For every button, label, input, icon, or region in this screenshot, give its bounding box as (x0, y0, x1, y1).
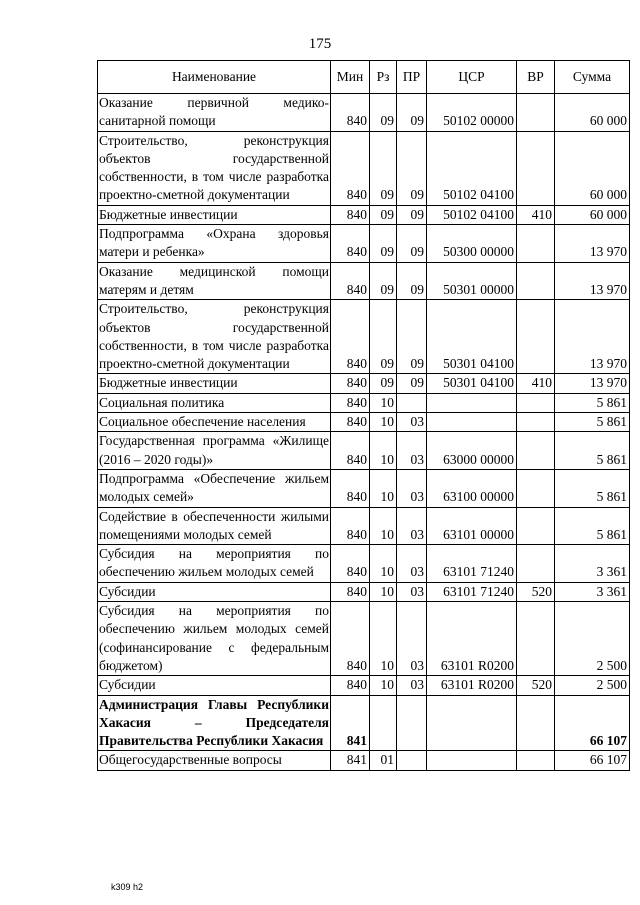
row-rz: 09 (370, 262, 397, 300)
row-pr: 09 (397, 205, 427, 224)
row-vr (517, 262, 555, 300)
table-row (98, 695, 630, 751)
row-csr (427, 695, 517, 751)
row-min: 840 (331, 393, 370, 412)
row-min: 840 (331, 131, 370, 205)
table-row (98, 582, 630, 601)
row-sum: 3 361 (555, 582, 630, 601)
row-csr: 50301 04100 (427, 300, 517, 374)
row-sum: 66 107 (555, 695, 630, 751)
row-sum: 60 000 (555, 94, 630, 132)
row-csr: 63101 R0200 (427, 676, 517, 695)
row-vr: 410 (517, 205, 555, 224)
row-csr: 63101 R0200 (427, 602, 517, 676)
row-csr: 50300 00000 (427, 225, 517, 263)
row-pr: 03 (397, 582, 427, 601)
row-rz: 10 (370, 469, 397, 507)
row-vr: 410 (517, 374, 555, 393)
row-pr: 03 (397, 545, 427, 583)
row-vr (517, 469, 555, 507)
row-vr (517, 413, 555, 432)
row-vr: 520 (517, 582, 555, 601)
row-vr (517, 695, 555, 751)
row-sum: 13 970 (555, 262, 630, 300)
row-min: 840 (331, 300, 370, 374)
table-row (98, 413, 630, 432)
row-name: Содействие в обеспеченности жилыми помещениями молодых семей (98, 507, 331, 545)
row-csr: 63101 71240 (427, 582, 517, 601)
row-sum: 5 861 (555, 393, 630, 412)
row-csr (427, 393, 517, 412)
row-rz: 09 (370, 374, 397, 393)
table-row (98, 393, 630, 412)
row-pr: 09 (397, 374, 427, 393)
row-pr: 03 (397, 469, 427, 507)
row-csr: 50301 04100 (427, 374, 517, 393)
row-pr: 09 (397, 94, 427, 132)
row-name: Субсидии (98, 676, 331, 695)
row-min: 840 (331, 469, 370, 507)
col-header-rz: Рз (370, 61, 397, 94)
row-min: 840 (331, 205, 370, 224)
row-min: 840 (331, 262, 370, 300)
row-sum: 60 000 (555, 131, 630, 205)
footer-code: k309 h2 (111, 882, 144, 892)
table-row (98, 602, 630, 676)
row-min: 840 (331, 676, 370, 695)
table-row (98, 432, 630, 470)
row-rz: 10 (370, 676, 397, 695)
row-pr: 03 (397, 507, 427, 545)
row-name: Администрация Главы Республики Хакасия – Председателя Правительства Республики Хакасия (98, 695, 331, 751)
row-rz: 09 (370, 131, 397, 205)
row-sum: 5 861 (555, 469, 630, 507)
row-min: 840 (331, 94, 370, 132)
table-row (98, 507, 630, 545)
row-rz: 10 (370, 393, 397, 412)
row-vr (517, 507, 555, 545)
row-sum: 2 500 (555, 676, 630, 695)
row-vr (517, 545, 555, 583)
row-vr (517, 225, 555, 263)
row-name: Подпрограмма «Охрана здоровья матери и ребенка» (98, 225, 331, 263)
row-rz: 09 (370, 225, 397, 263)
row-vr (517, 300, 555, 374)
row-csr: 50102 04100 (427, 131, 517, 205)
row-sum: 3 361 (555, 545, 630, 583)
row-pr: 03 (397, 413, 427, 432)
col-header-pr: ПР (397, 61, 427, 94)
col-header-vr: ВР (517, 61, 555, 94)
row-min: 840 (331, 225, 370, 263)
row-csr (427, 413, 517, 432)
row-name: Оказание первичной медико-санитарной помощи (98, 94, 331, 132)
row-rz: 10 (370, 432, 397, 470)
row-pr: 09 (397, 131, 427, 205)
row-min: 840 (331, 582, 370, 601)
row-csr: 63101 00000 (427, 507, 517, 545)
row-sum: 5 861 (555, 432, 630, 470)
row-sum: 5 861 (555, 413, 630, 432)
table-row (98, 262, 630, 300)
row-pr: 03 (397, 432, 427, 470)
row-name: Субсидии (98, 582, 331, 601)
row-min: 840 (331, 413, 370, 432)
row-vr (517, 432, 555, 470)
table-row (98, 469, 630, 507)
row-name: Строительство, реконструкция объектов государственной собственности, в том числе разработка проектно-сметной документации (98, 131, 331, 205)
row-csr (427, 751, 517, 770)
row-name: Субсидия на мероприятия по обеспечению жильем молодых семей (98, 545, 331, 583)
row-csr: 63100 00000 (427, 469, 517, 507)
row-name: Бюджетные инвестиции (98, 205, 331, 224)
row-rz: 09 (370, 300, 397, 374)
row-name: Строительство, реконструкция объектов государственной собственности, в том числе разработка проектно-сметной документации (98, 300, 331, 374)
row-name: Социальная политика (98, 393, 331, 412)
row-pr: 03 (397, 676, 427, 695)
row-vr (517, 393, 555, 412)
row-name: Общегосударственные вопросы (98, 751, 331, 770)
col-header-min: Мин (331, 61, 370, 94)
table-header-row (98, 61, 630, 94)
row-csr: 63000 00000 (427, 432, 517, 470)
row-rz: 10 (370, 545, 397, 583)
row-pr (397, 751, 427, 770)
table-row (98, 205, 630, 224)
row-pr: 09 (397, 262, 427, 300)
row-min: 840 (331, 432, 370, 470)
row-name: Оказание медицинской помощи матерям и детям (98, 262, 331, 300)
row-rz: 10 (370, 507, 397, 545)
row-rz: 10 (370, 602, 397, 676)
row-pr: 09 (397, 225, 427, 263)
row-csr: 50102 00000 (427, 94, 517, 132)
row-rz: 09 (370, 94, 397, 132)
row-pr: 03 (397, 602, 427, 676)
row-sum: 60 000 (555, 205, 630, 224)
row-vr (517, 751, 555, 770)
row-vr (517, 94, 555, 132)
row-min: 840 (331, 545, 370, 583)
row-min: 841 (331, 695, 370, 751)
table-row (98, 225, 630, 263)
row-name: Государственная программа «Жилище (2016 – 2020 годы)» (98, 432, 331, 470)
row-vr (517, 602, 555, 676)
row-pr: 09 (397, 300, 427, 374)
row-csr: 50102 04100 (427, 205, 517, 224)
row-name: Бюджетные инвестиции (98, 374, 331, 393)
row-csr: 63101 71240 (427, 545, 517, 583)
row-sum: 13 970 (555, 225, 630, 263)
page-number: 175 (308, 36, 332, 52)
row-min: 840 (331, 507, 370, 545)
row-min: 840 (331, 374, 370, 393)
table-row (98, 94, 630, 132)
table-row (98, 374, 630, 393)
row-rz (370, 695, 397, 751)
table-row (98, 545, 630, 583)
row-sum: 13 970 (555, 374, 630, 393)
row-rz: 10 (370, 413, 397, 432)
table-row (98, 300, 630, 374)
row-min: 840 (331, 602, 370, 676)
row-name: Субсидия на мероприятия по обеспечению жильем молодых семей (софинансирование с федеральным бюджетом) (98, 602, 331, 676)
col-header-name: Наименование (98, 61, 331, 94)
row-name: Социальное обеспечение населения (98, 413, 331, 432)
row-sum: 66 107 (555, 751, 630, 770)
budget-table (97, 60, 630, 771)
row-min: 841 (331, 751, 370, 770)
table-row (98, 751, 630, 770)
table-row (98, 131, 630, 205)
row-sum: 5 861 (555, 507, 630, 545)
row-name: Подпрограмма «Обеспечение жильем молодых семей» (98, 469, 331, 507)
row-rz: 09 (370, 205, 397, 224)
row-pr (397, 393, 427, 412)
row-rz: 01 (370, 751, 397, 770)
table-row (98, 676, 630, 695)
row-rz: 10 (370, 582, 397, 601)
col-header-csr: ЦСР (427, 61, 517, 94)
col-header-sum: Сумма (555, 61, 630, 94)
row-vr (517, 131, 555, 205)
row-sum: 2 500 (555, 602, 630, 676)
row-vr: 520 (517, 676, 555, 695)
row-pr (397, 695, 427, 751)
row-sum: 13 970 (555, 300, 630, 374)
row-csr: 50301 00000 (427, 262, 517, 300)
